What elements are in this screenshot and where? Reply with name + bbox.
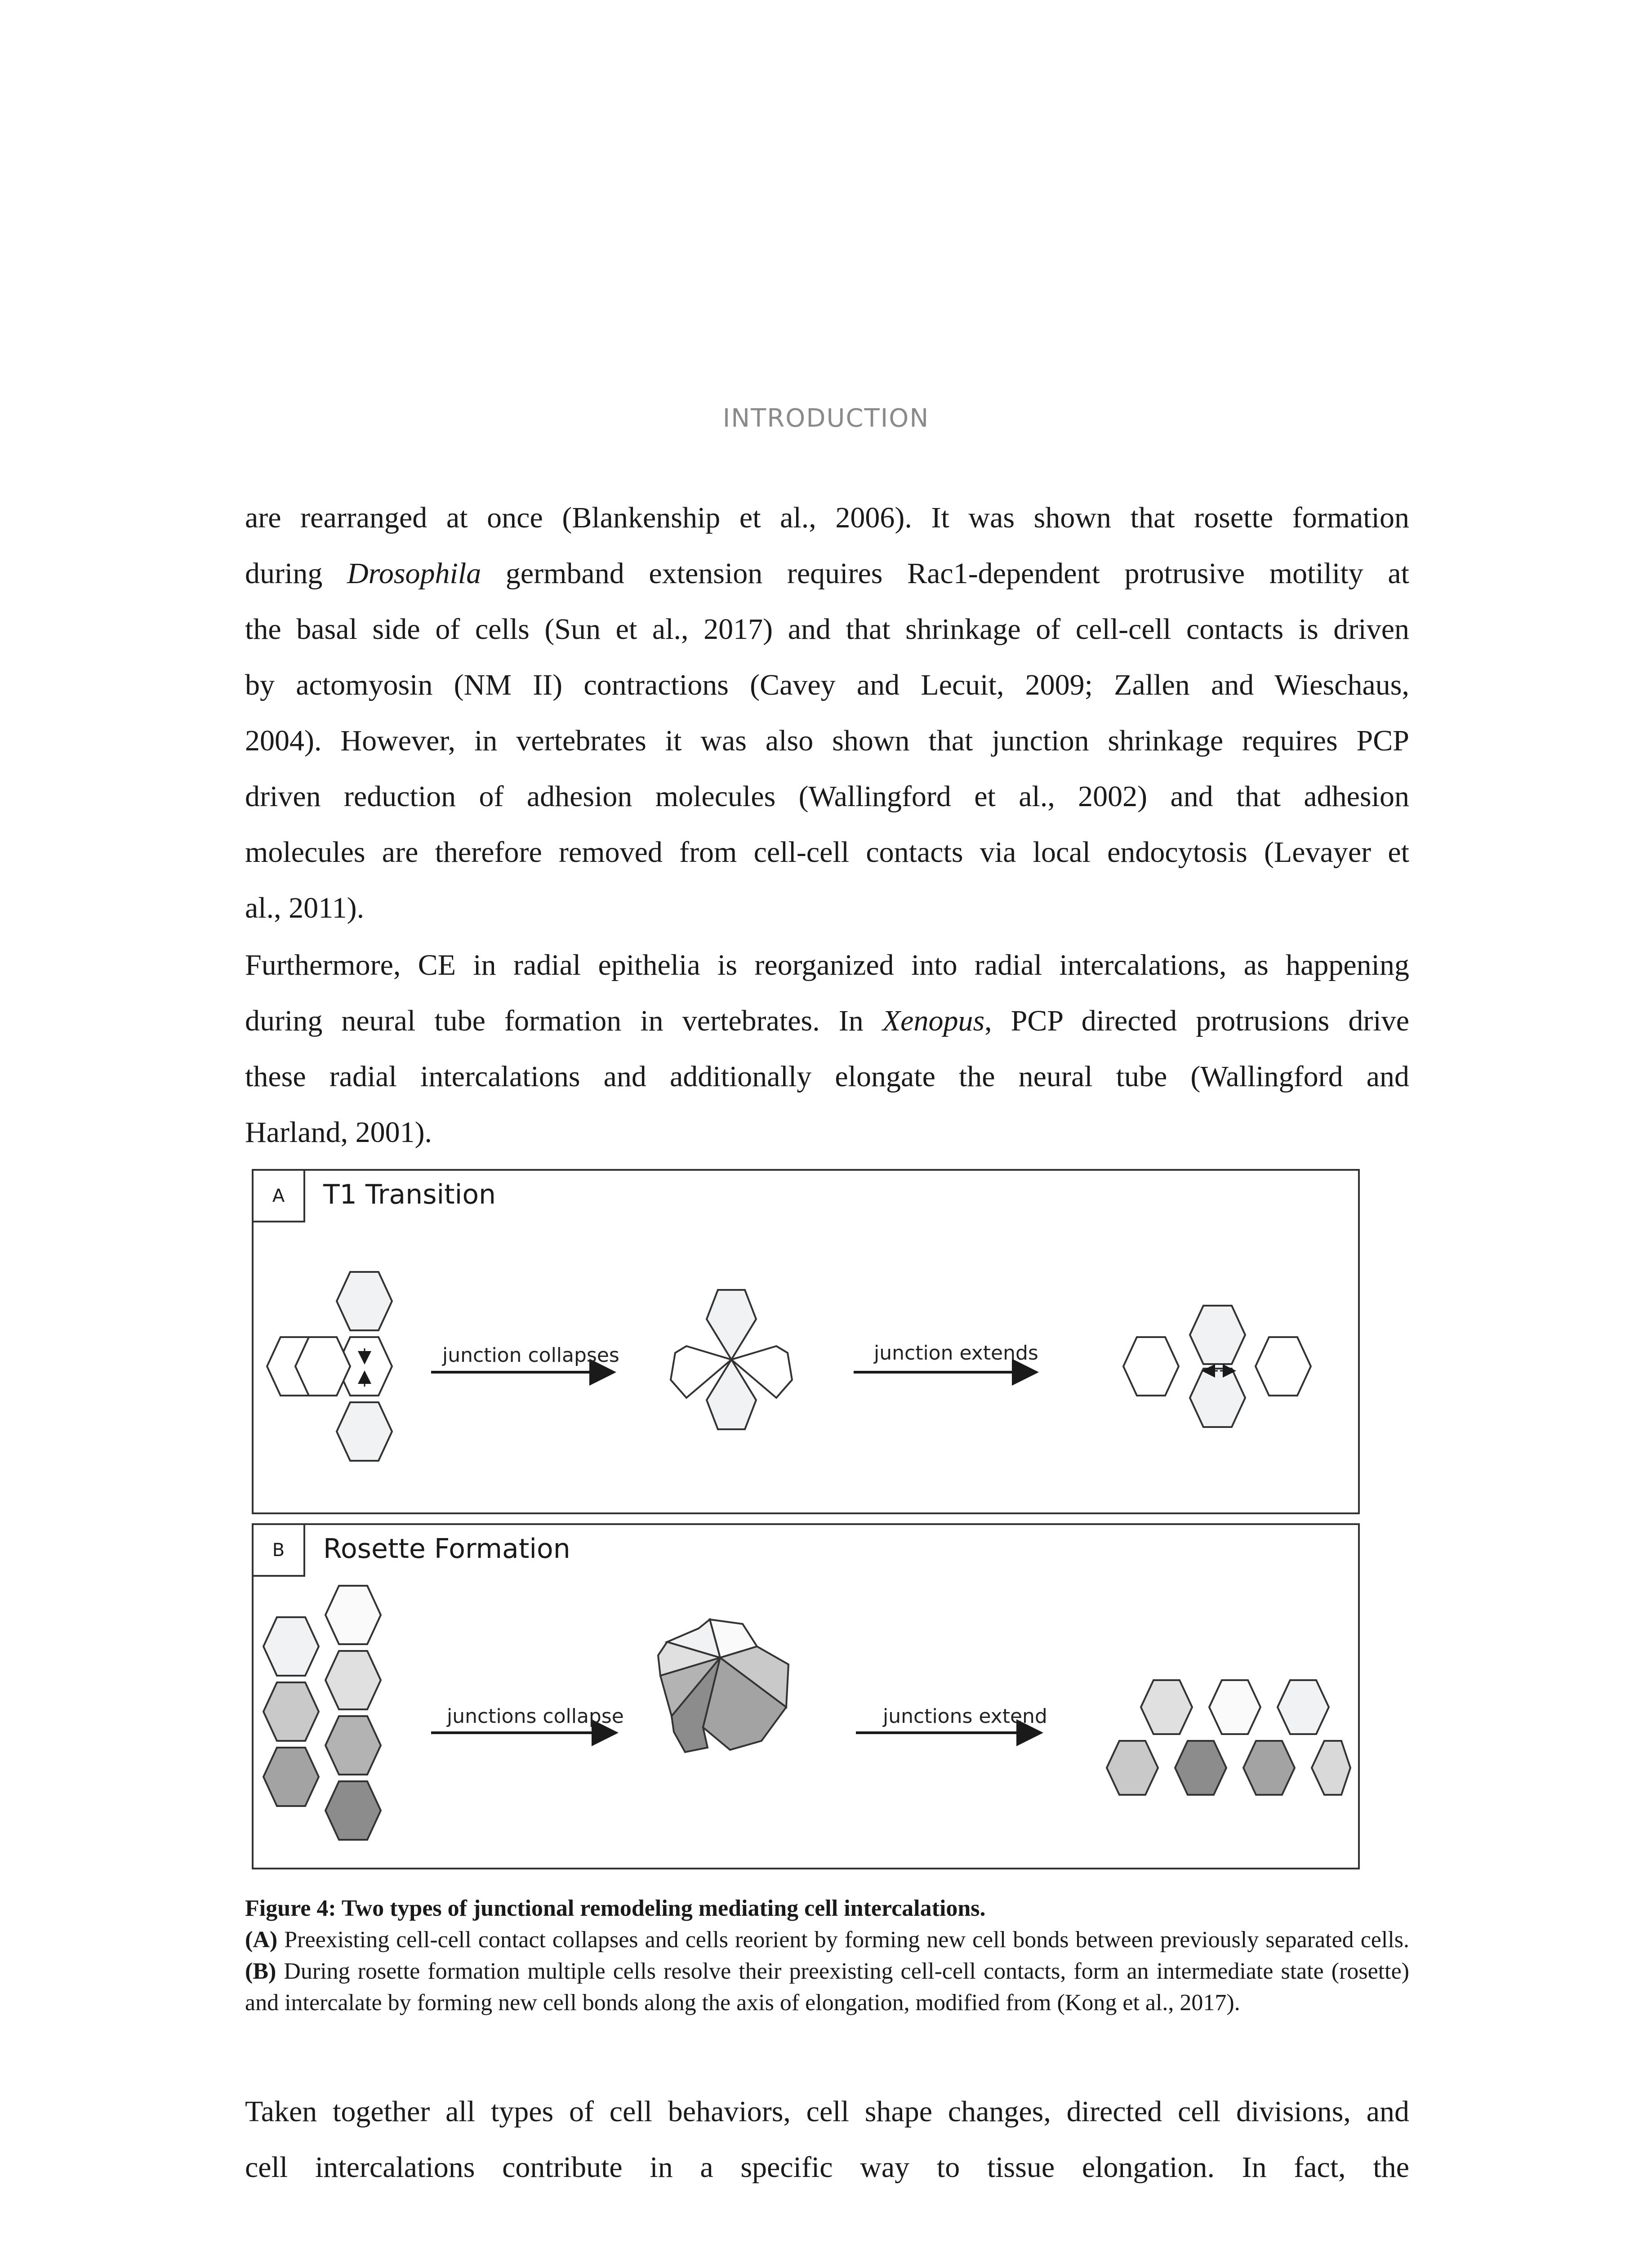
text-line: by actomyosin (NM II) contractions (Cavey and Lecuit, 2009; Zallen and Wieschaus, — [245, 669, 1409, 701]
text-line: cell intercalations contribute in a specific way to tissue elongation. In fact, the — [245, 2151, 1409, 2184]
text-line: molecules are therefore removed from cell-cell contacts via local endocytosis (Levayer et — [245, 836, 1409, 869]
cell-hexagon — [1256, 1337, 1311, 1396]
panel-a-t1-transition — [252, 1169, 1360, 1514]
cell-hexagon — [1209, 1680, 1260, 1734]
arrow-label: junction extends — [874, 1342, 1038, 1365]
text-line: during Drosophila germband extension requires Rac1-dependent protrusive motility at — [245, 557, 1409, 590]
cell-hexagon — [337, 1402, 392, 1461]
cell-hexagon — [1278, 1680, 1329, 1734]
caption-label-a: (A) — [245, 1927, 278, 1953]
panel-letter: B — [254, 1525, 305, 1577]
caption-title: Figure 4: Two types of junctional remodeling mediating cell intercalations. — [245, 1896, 986, 1921]
arrow-label: junction collapses — [442, 1344, 619, 1367]
cell-hexagon — [325, 1651, 381, 1709]
cell-hexagon — [263, 1748, 319, 1806]
running-header: INTRODUCTION — [722, 404, 930, 433]
panel-b-rosette-formation — [252, 1523, 1360, 1869]
panel-title: T1 Transition — [323, 1179, 496, 1210]
cell-hexagon — [1141, 1680, 1192, 1734]
text-line: Furthermore, CE in radial epithelia is reorganized into radial intercalations, as happening — [245, 949, 1409, 981]
text-line: during neural tube formation in vertebrates. In Xenopus, PCP directed protrusions drive — [245, 1004, 1409, 1037]
paragraph-2 — [245, 937, 1409, 1160]
cell-hexagon — [1312, 1741, 1350, 1795]
text-line: Harland, 2001). — [245, 1116, 432, 1149]
arrow-label: junctions collapse — [447, 1705, 624, 1728]
paragraph-1 — [245, 490, 1409, 936]
cell-hexagon — [263, 1617, 319, 1676]
rosette-formation-diagram — [254, 1525, 1358, 1868]
arrow-label: junctions extend — [883, 1705, 1047, 1728]
cell-hexagon — [1243, 1741, 1295, 1795]
text-line: driven reduction of adhesion molecules (Wallingford et al., 2002) and that adhesion — [245, 780, 1409, 813]
t1-transition-diagram — [254, 1171, 1358, 1512]
paragraph-3 — [245, 2084, 1409, 2195]
cell-hexagon — [263, 1682, 319, 1741]
caption-label-b: (B) — [245, 1958, 276, 1984]
cell-hexagon — [325, 1781, 381, 1840]
panel-letter: A — [254, 1171, 305, 1222]
figure-caption — [245, 1893, 1409, 2019]
caption-text-b: During rosette formation multiple cells resolve their preexisting cell-cell contacts, form an intermediate state (rosette) and intercalate by forming new cell bonds along the axis of elongation, modified from (Kong et al., 2017). — [245, 1958, 1410, 2016]
cell-hexagon — [1107, 1741, 1158, 1795]
cell-hexagon — [325, 1716, 381, 1775]
figure-4 — [252, 1169, 1360, 1870]
cell-hexagon — [1175, 1741, 1226, 1795]
cell-hexagon — [1190, 1369, 1245, 1427]
text-line: Taken together all types of cell behaviors, cell shape changes, directed cell divisions, and — [245, 2095, 1409, 2128]
text-line: 2004). However, in vertebrates it was also shown that junction shrinkage requires PCP — [245, 724, 1409, 757]
panel-title: Rosette Formation — [323, 1533, 570, 1565]
cell-hexagon — [707, 1290, 756, 1360]
cell-hexagon — [1190, 1306, 1245, 1364]
text-line: the basal side of cells (Sun et al., 2017) and that shrinkage of cell-cell contacts is driven — [245, 613, 1409, 646]
cell-hexagon — [1123, 1337, 1179, 1396]
cell-hexagon — [337, 1272, 392, 1330]
cell-hexagon — [325, 1586, 381, 1644]
text-line: al., 2011). — [245, 892, 365, 924]
text-line: are rearranged at once (Blankenship et al., 2006). It was shown that rosette formation — [245, 501, 1409, 534]
caption-text-a: Preexisting cell-cell contact collapses and cells reorient by forming new cell bonds between previously separated cells. — [284, 1927, 1410, 1953]
text-line: these radial intercalations and additionally elongate the neural tube (Wallingford and — [245, 1060, 1409, 1093]
